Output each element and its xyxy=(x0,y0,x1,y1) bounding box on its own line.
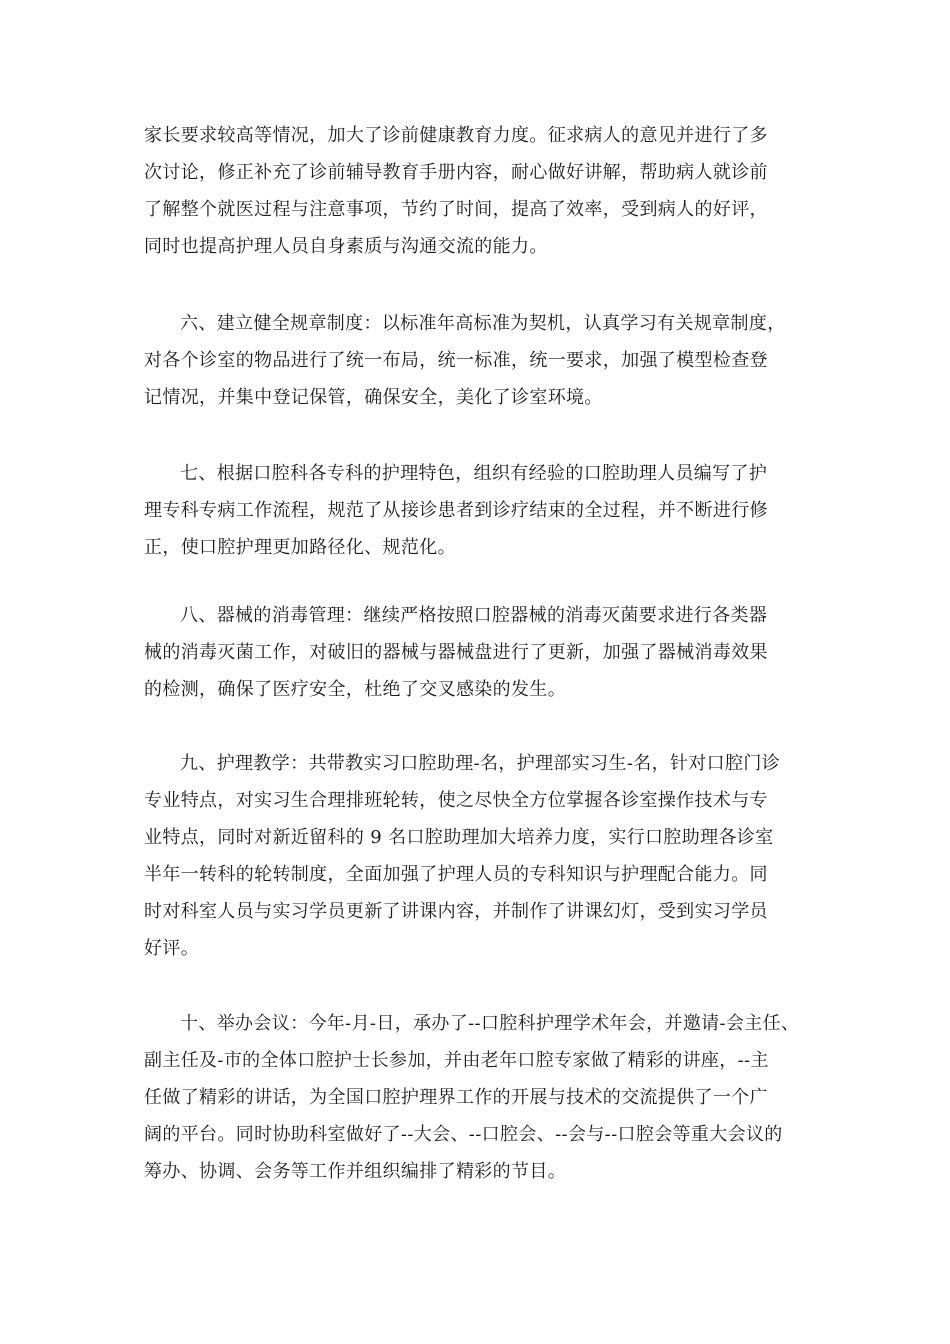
text-line: 七、根据口腔科各专科的护理特色，组织有经验的口腔助理人员编写了护 xyxy=(180,463,768,484)
paragraph-regulations xyxy=(144,305,824,416)
paragraph-disinfection xyxy=(144,597,824,708)
text-line: 时对科室人员与实习学员更新了讲课内容，并制作了讲课幻灯，受到实习学员 xyxy=(144,901,768,922)
text-line: 六、建立健全规章制度：以标准年高标准为契机，认真学习有关规章制度， xyxy=(180,313,786,334)
text-line: 副主任及-市的全体口腔护士长参加，并由老年口腔专家做了精彩的讲座，--主 xyxy=(144,1050,769,1071)
text-line: 记情况，并集中登记保管，确保安全，美化了诊室环境。 xyxy=(144,387,603,408)
text-line: 正，使口腔护理更加路径化、规范化。 xyxy=(144,537,456,558)
text-line: 械的消毒灭菌工作，对破旧的器械与器械盘进行了更新，加强了器械消毒效果 xyxy=(144,642,768,663)
text-line: 业特点，同时对新近留科的 9 名口腔助理加大培养力度，实行口腔助理各诊室 xyxy=(144,827,774,848)
text-line: 十、举办会议：今年-月-日，承办了--口腔科护理学术年会，并邀请-会主任、 xyxy=(180,1013,800,1034)
text-line: 八、器械的消毒管理：继续严格按照口腔器械的消毒灭菌要求进行各类器 xyxy=(180,605,768,626)
text-line: 阔的平台。同时协助科室做好了--大会、--口腔会、--会与--口腔会等重大会议的 xyxy=(144,1124,783,1145)
text-line: 半年一转科的轮转制度，全面加强了护理人员的专科知识与护理配合能力。同 xyxy=(144,864,768,885)
text-line: 的检测，确保了医疗安全，杜绝了交叉感染的发生。 xyxy=(144,679,567,700)
text-line: 筹办、协调、会务等工作并组织编排了精彩的节目。 xyxy=(144,1161,567,1182)
text-line: 理专科专病工作流程，规范了从接诊患者到诊疗结束的全过程，并不断进行修 xyxy=(144,500,768,521)
text-line: 同时也提高护理人员自身素质与沟通交流的能力。 xyxy=(144,236,548,257)
text-line: 专业特点，对实习生合理排班轮转，使之尽快全方位掌握各诊室操作技术与专 xyxy=(144,790,768,811)
text-line: 次讨论，修正补充了诊前辅导教育手册内容，耐心做好讲解，帮助病人就诊前 xyxy=(144,162,768,183)
paragraph-teaching xyxy=(144,745,824,967)
text-line: 家长要求较高等情况，加大了诊前健康教育力度。征求病人的意见并进行了多 xyxy=(144,125,768,146)
text-line: 了解整个就医过程与注意事项，节约了时间，提高了效率，受到病人的好评， xyxy=(144,199,768,220)
paragraph-continuation xyxy=(144,117,824,265)
paragraph-workflow xyxy=(144,455,824,566)
paragraph-conference xyxy=(144,1005,824,1190)
text-line: 任做了精彩的讲话，为全国口腔护理界工作的开展与技术的交流提供了一个广 xyxy=(144,1087,768,1108)
text-line: 对各个诊室的物品进行了统一布局，统一标准，统一要求，加强了模型检查登 xyxy=(144,350,768,371)
text-line: 好评。 xyxy=(144,938,200,959)
text-line: 九、护理教学：共带教实习口腔助理-名，护理部实习生-名，针对口腔门诊 xyxy=(180,753,781,774)
